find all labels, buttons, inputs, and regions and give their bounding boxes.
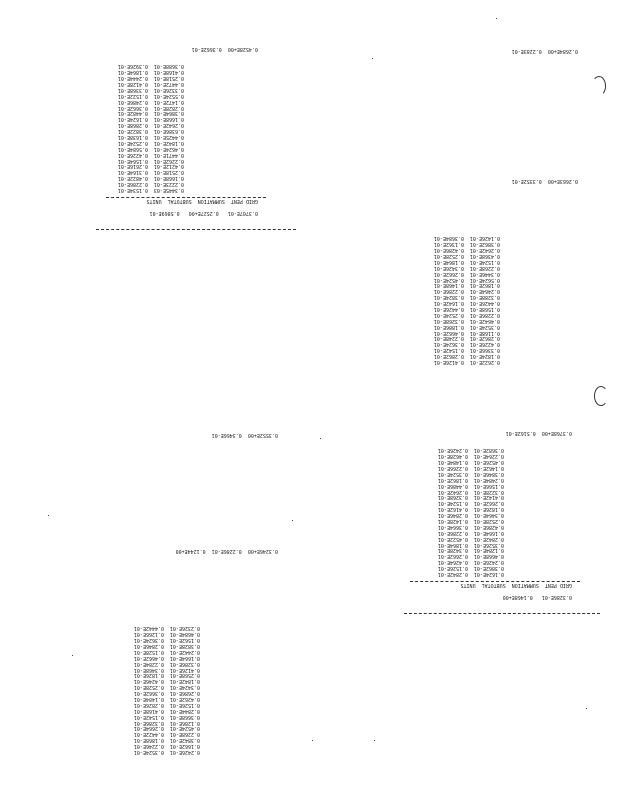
table-cell: 0.4368E-01 (469, 252, 500, 259)
table-cell: 0.2426E-01 (473, 559, 504, 566)
table-cell: 0.1664E-01 (473, 529, 504, 536)
table-cell: 0.4426E-01 (469, 300, 500, 307)
table-cell: 0.1638E-01 (117, 133, 148, 140)
table-cell: 0.1624E-01 (117, 116, 148, 123)
table-cell: 0.4422E-01 (133, 731, 164, 738)
table-cell: 0.4425E-01 (153, 133, 184, 140)
table-cell: 0.3828E-01 (169, 642, 200, 649)
table-cell: 0.1468E-01 (433, 282, 464, 289)
rule (96, 229, 296, 230)
table-cell: 0.4482E-01 (117, 110, 148, 117)
table-cell: 0.4624E-01 (153, 145, 184, 152)
table-cell: 0.5624E-01 (469, 276, 500, 283)
table-cell: 0.1522E-01 (117, 92, 148, 99)
table-cell: 0.4226E-01 (117, 151, 148, 158)
table-cell: 0.2826E-01 (133, 701, 164, 708)
table-cell: 0.4126E-01 (169, 666, 200, 673)
table-cell: 0.2528E-01 (473, 517, 504, 524)
table-cell: 0.1668E-01 (153, 116, 184, 123)
table-cell: 0.3668E-01 (169, 713, 200, 720)
table-cell: 0.1484E-01 (437, 459, 468, 466)
table-cell: 0.1862E-01 (437, 476, 468, 483)
table-cell: 0.4524E-01 (433, 276, 464, 283)
table-cell: 0.1842E-01 (169, 678, 200, 685)
speck (372, 58, 373, 59)
table-cell: 0.2528E-01 (433, 252, 464, 259)
table-row (432, 505, 504, 511)
table-row (428, 287, 500, 293)
table-row (128, 624, 200, 630)
speck (48, 515, 49, 516)
table-cell: 0.1462E-01 (473, 464, 504, 471)
table-cell: 0.2484E-01 (473, 476, 504, 483)
table-row (428, 293, 500, 299)
table-cell: 0.2662E-01 (473, 500, 504, 507)
footer-values (212, 426, 296, 444)
table-cell: 0.3286E-01 (169, 660, 200, 667)
table-cell: 0.2662E-01 (433, 270, 464, 277)
table-row (128, 630, 200, 636)
table-cell: 0.2464E-01 (469, 288, 500, 295)
table-row (128, 636, 200, 642)
table-cell: 0.2262E-01 (153, 157, 184, 164)
table-cell: 0.1842E-01 (153, 139, 184, 146)
table-row (432, 558, 504, 564)
header-value: 0.5869E-01 (149, 210, 180, 216)
table-cell: 0.1472E-01 (153, 98, 184, 105)
table-cell: 0.3366E-01 (469, 347, 500, 354)
table-cell: 0.3824E-01 (433, 294, 464, 301)
table-cell: 0.4471E-01 (153, 151, 184, 158)
table-cell: 0.2266E-01 (437, 464, 468, 471)
header-value: 0.2286E-01 (211, 548, 242, 554)
table-cell: 0.2622E-01 (469, 359, 500, 365)
table-cell: 0.2528E-01 (133, 684, 164, 691)
table-cell: 0.1284E-01 (473, 547, 504, 554)
header-value: 0.3352E-01 (511, 178, 542, 184)
table-cell: 0.1864E-01 (433, 258, 464, 265)
table-cell: 0.2442E-01 (169, 648, 200, 655)
table-row (112, 62, 184, 68)
footer-value: 0.4528E+00 (227, 46, 258, 52)
table-cell: 0.4286E-01 (433, 247, 464, 254)
table-cell: 0.1864E-01 (117, 69, 148, 76)
table-cell: 0.1664E-01 (169, 654, 200, 661)
subheader: GRID PENT (544, 582, 572, 588)
rule (404, 613, 600, 614)
footer-values (512, 42, 596, 60)
table-cell: 0.4264E-01 (437, 559, 468, 566)
table-cell: 0.1642E-01 (433, 300, 464, 307)
table-cell: 0.3662E-01 (117, 104, 148, 111)
table-cell: 0.1286E-01 (169, 719, 200, 726)
table-cell: 0.3164E-01 (117, 169, 148, 176)
table-row (432, 511, 504, 517)
data-column-group (428, 234, 500, 364)
table-cell: 0.2664E-01 (133, 725, 164, 732)
column-subheaders (461, 576, 591, 594)
table-cell: 0.1562E-01 (169, 637, 200, 644)
table-cell: 0.2426E-01 (437, 447, 468, 454)
table-cell: 0.1826E-01 (473, 506, 504, 513)
table-cell: 0.3864E-01 (153, 110, 184, 117)
table-cell: 0.1526E-01 (437, 565, 468, 572)
table-cell: 0.2444E-01 (117, 75, 148, 82)
table-row (428, 346, 500, 352)
table-cell: 0.1824E-01 (469, 353, 500, 360)
table-row (128, 742, 200, 748)
footer-value: 0.3552E+00 (247, 432, 278, 438)
table-row (428, 352, 500, 358)
footer-values (506, 424, 590, 442)
column-headers (512, 172, 596, 190)
table-row (128, 689, 200, 695)
table-cell: 0.6386E-01 (153, 128, 184, 135)
table-cell: 0.4168E-01 (153, 69, 184, 76)
table-cell: 0.4472E-01 (153, 80, 184, 87)
table-cell: 0.4212E-01 (153, 163, 184, 170)
table-cell: 0.1534E-01 (117, 187, 148, 193)
speck (496, 18, 497, 19)
table-cell: 0.3684E-01 (433, 235, 464, 242)
table-cell: 0.1624E-01 (473, 571, 504, 577)
table-cell: 0.3464E-01 (473, 512, 504, 519)
table-cell: 0.1362E-01 (433, 241, 464, 248)
data-column-group (432, 446, 504, 576)
table-cell: 0.2426E-01 (169, 749, 200, 755)
table-cell: 0.4442E-01 (133, 625, 164, 632)
table-cell: 0.4662E-01 (433, 329, 464, 336)
table-cell: 0.1542E-01 (433, 347, 464, 354)
column-subheaders (147, 192, 277, 210)
table-row (432, 446, 504, 452)
table-cell: 0.1266E-01 (133, 631, 164, 638)
table-cell: 0.1428E-01 (437, 517, 468, 524)
header-value: 0.3246E+00 (247, 548, 278, 554)
table-cell: 0.3526E-01 (473, 541, 504, 548)
punch-hole-mark (594, 386, 608, 406)
footer-values (192, 40, 276, 58)
rule (106, 197, 266, 198)
table-cell: 0.2223E-01 (153, 181, 184, 188)
table-cell: 0.1868E-01 (133, 737, 164, 744)
table-cell: 0.2642E-01 (153, 122, 184, 129)
table-row (432, 564, 504, 570)
table-row (428, 246, 500, 252)
table-cell: 0.2862E-01 (433, 353, 464, 360)
table-cell: 0.3268E-01 (433, 317, 464, 324)
table-row (128, 730, 200, 736)
table-cell: 0.3624E-01 (133, 637, 164, 644)
table-cell: 0.3862E-01 (469, 241, 500, 248)
table-cell: 0.2828E-01 (153, 104, 184, 111)
speck (312, 740, 313, 741)
table-cell: 0.4822E-01 (117, 175, 148, 182)
table-cell: 0.2518E-01 (153, 169, 184, 176)
table-cell: 0.1528E-01 (133, 648, 164, 655)
table-cell: 0.2846E-01 (133, 642, 164, 649)
table-cell: 0.2286E-01 (117, 181, 148, 188)
table-row (128, 677, 200, 683)
table-cell: 0.1566E-01 (473, 482, 504, 489)
table-cell: 0.3524E-01 (469, 323, 500, 330)
table-row (112, 174, 184, 180)
table-cell: 0.4126E-01 (433, 359, 464, 365)
subheader: SUBTOTAL (481, 582, 506, 588)
table-cell: 0.2246E-01 (133, 743, 164, 750)
data-column-group (112, 62, 184, 192)
table-cell: 0.2268E-01 (169, 731, 200, 738)
speck (320, 438, 321, 439)
table-cell: 0.3524E-01 (437, 470, 468, 477)
quadrant-bottom-right (404, 424, 600, 754)
table-row (428, 240, 500, 246)
table-cell: 0.1524E-01 (437, 500, 468, 507)
table-cell: 0.1862E-01 (469, 282, 500, 289)
table-cell: 0.4142E-01 (473, 494, 504, 501)
table-cell: 0.3426E-01 (433, 264, 464, 271)
table-cell: 0.4226E-01 (469, 341, 500, 348)
table-cell: 0.3664E-01 (437, 523, 468, 530)
table-cell: 0.2248E-01 (433, 335, 464, 342)
table-cell: 0.3286E-01 (133, 719, 164, 726)
table-row (428, 299, 500, 305)
footer-value: 0.3466E-01 (211, 432, 242, 438)
table-cell: 0.3822E-01 (117, 128, 148, 135)
speck (586, 708, 587, 709)
table-cell: 0.4246E-01 (133, 678, 164, 685)
table-cell: 0.1168E-01 (469, 329, 500, 336)
table-cell: 0.2268E-01 (469, 264, 500, 271)
table-row (112, 127, 184, 133)
subheader: UNITS (146, 198, 162, 204)
table-cell: 0.2286E-01 (469, 311, 500, 318)
header-value: 0.2527E+00 (188, 210, 219, 216)
table-cell: 0.4262E-01 (169, 695, 200, 702)
table-cell: 0.4524E-01 (169, 725, 200, 732)
table-cell: 0.1886E-01 (433, 323, 464, 330)
table-cell: 0.1542E-01 (133, 713, 164, 720)
table-cell: 0.5524E-01 (153, 92, 184, 99)
table-row (428, 340, 500, 346)
table-cell: 0.3846E-01 (473, 470, 504, 477)
table-row (112, 180, 184, 186)
table-cell: 0.3428E-01 (437, 547, 468, 554)
header-value: 0.1468E+00 (502, 594, 533, 600)
quadrant-top-left (96, 40, 296, 370)
table-cell: 0.3662E-01 (133, 690, 164, 697)
table-cell: 0.2868E-01 (117, 122, 148, 129)
table-row (432, 499, 504, 505)
table-cell: 0.3468E-01 (133, 666, 164, 673)
table-cell: 0.4426E-01 (433, 305, 464, 312)
table-cell: 0.4684E-01 (169, 631, 200, 638)
table-cell: 0.3862E-01 (473, 565, 504, 572)
table-row (428, 234, 500, 240)
table-cell: 0.2524E-01 (433, 311, 464, 318)
table-cell: 0.3445E-03 (153, 187, 184, 193)
punch-hole-mark (592, 76, 606, 96)
table-cell: 0.2842E-01 (473, 535, 504, 542)
subheader: UNITS (460, 582, 476, 588)
footer-value: 0.2283E-01 (511, 48, 542, 54)
table-cell: 0.2284E-01 (133, 660, 164, 667)
table-cell: 0.3624E-01 (433, 341, 464, 348)
table-cell: 0.2518E-01 (153, 75, 184, 82)
table-row (432, 458, 504, 464)
table-cell: 0.2264E-01 (473, 453, 504, 460)
table-cell: 0.2524E-01 (117, 139, 148, 146)
table-cell: 0.1668E-01 (153, 175, 184, 182)
table-cell: 0.3682E-01 (473, 447, 504, 454)
header-value: 0.2663E+00 (547, 178, 578, 184)
quadrant-bottom-left (110, 430, 300, 760)
table-cell: 0.2842E-01 (437, 571, 468, 577)
table-cell: 0.4628E-01 (437, 453, 468, 460)
table-cell: 0.1826E-01 (133, 672, 164, 679)
table-cell: 0.4526E-01 (473, 459, 504, 466)
table-row (128, 683, 200, 689)
table-cell: 0.3688E-01 (153, 63, 184, 70)
table-row (112, 121, 184, 127)
table-row (112, 168, 184, 174)
table-row (112, 68, 184, 74)
table-cell: 0.4642E-01 (469, 317, 500, 324)
table-cell: 0.3288E-01 (469, 294, 500, 301)
table-cell: 0.2286E-01 (437, 529, 468, 536)
subheader: SUMMATION (511, 582, 539, 588)
rule (410, 581, 580, 582)
table-cell: 0.1526E-01 (169, 701, 200, 708)
subheader: GRID PENT (230, 198, 258, 204)
header-value: 0.3286E-01 (541, 594, 572, 600)
table-cell: 0.4162E-01 (437, 506, 468, 513)
footer-value: 0.5162E-01 (505, 430, 536, 436)
quadrant-top-right (410, 40, 600, 370)
table-cell: 0.4128E-01 (117, 80, 148, 87)
table-row (432, 452, 504, 458)
table-cell: 0.1568E-01 (469, 305, 500, 312)
header-value: 0.1244E+00 (175, 548, 206, 554)
speck (292, 520, 293, 521)
column-headers (176, 542, 296, 560)
table-cell: 0.4668E-01 (473, 553, 504, 560)
table-row (128, 736, 200, 742)
table-cell: 0.3926E-01 (117, 63, 148, 70)
speck (72, 655, 73, 656)
table-row (432, 552, 504, 558)
subheader: SUMMATION (197, 198, 225, 204)
table-cell: 0.2844E-01 (169, 707, 200, 714)
table-cell: 0.1426E-01 (469, 235, 500, 242)
table-row (112, 115, 184, 121)
table-cell: 0.1524E-01 (469, 258, 500, 265)
table-cell: 0.5684E-01 (117, 145, 148, 152)
data-column-group (128, 624, 200, 754)
table-cell: 0.4522E-01 (437, 535, 468, 542)
table-cell: 0.3424E-01 (169, 684, 200, 691)
table-cell: 0.4286E-01 (473, 523, 504, 530)
table-cell: 0.1564E-01 (117, 157, 148, 164)
table-cell: 0.2642E-01 (469, 247, 500, 254)
table-cell: 0.1662E-01 (169, 743, 200, 750)
footer-value: 0.3662E-01 (191, 46, 222, 52)
table-cell: 0.4486E-01 (437, 482, 468, 489)
table-cell: 0.2642E-01 (437, 488, 468, 495)
speck (374, 740, 375, 741)
footer-value: 0.2684E+00 (547, 48, 578, 54)
table-cell: 0.3524E-01 (133, 749, 164, 755)
table-cell: 0.2686E-01 (169, 690, 200, 697)
table-cell: 0.4662E-01 (133, 654, 164, 661)
table-cell: 0.2616E-01 (117, 163, 148, 170)
header-value: 0.3707E-01 (227, 210, 258, 216)
table-cell: 0.3228E-01 (473, 488, 504, 495)
table-cell: 0.2862E-01 (469, 335, 500, 342)
table-cell: 0.3446E-01 (469, 270, 500, 277)
table-cell: 0.1864E-01 (437, 541, 468, 548)
table-cell: 0.2326E-01 (169, 625, 200, 632)
table-cell: 0.3368E-01 (117, 86, 148, 93)
table-cell: 0.2568E-01 (169, 672, 200, 679)
table-cell: 0.2486E-01 (117, 98, 148, 105)
table-cell: 0.2846E-01 (437, 512, 468, 519)
table-cell: 0.2286E-01 (433, 288, 464, 295)
footer-value: 0.3768E+00 (541, 430, 572, 436)
table-cell: 0.3842E-01 (169, 737, 200, 744)
table-cell: 0.1484E-01 (133, 695, 164, 702)
table-cell: 0.4168E-01 (133, 707, 164, 714)
subheader: SUBTOTAL (167, 198, 192, 204)
table-cell: 0.3326E-01 (153, 86, 184, 93)
table-cell: 0.2662E-01 (437, 553, 468, 560)
table-cell: 0.3268E-01 (437, 494, 468, 501)
table-row (112, 74, 184, 80)
